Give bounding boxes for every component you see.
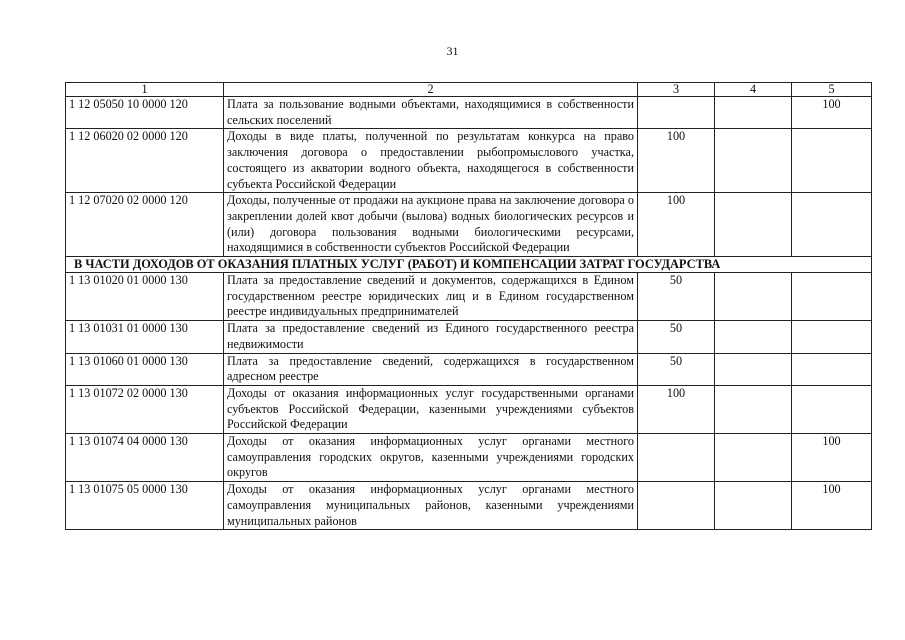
value-col-4 [715,482,792,530]
table-row [66,385,872,433]
column-header-5: 5 [792,83,872,97]
revenue-code: 1 13 01074 04 0000 130 [66,434,224,482]
revenue-code: 1 13 01075 05 0000 130 [66,482,224,530]
section-title: В ЧАСТИ ДОХОДОВ ОТ ОКАЗАНИЯ ПЛАТНЫХ УСЛУГ (РАБОТ) И КОМПЕНСАЦИИ ЗАТРАТ ГОСУДАРСТВА [66,257,872,273]
revenue-code: 1 12 07020 02 0000 120 [66,193,224,257]
revenue-code: 1 13 01031 01 0000 130 [66,321,224,353]
value-col-5 [792,129,872,193]
table-row [66,129,872,193]
value-col-4 [715,353,792,385]
page-number: 31 [446,44,459,58]
value-col-4 [715,273,792,321]
value-col-4 [715,129,792,193]
value-col-3: 100 [638,385,715,433]
revenue-code: 1 13 01072 02 0000 130 [66,385,224,433]
revenue-name: Доходы, полученные от продажи на аукционе права на заключение договора о закреплении долей квот добычи (вылова) водных биологических ресурсов и (или) договора пользования водными биологическими ресурсами, находящимися в собственности субъектов Российской Федерации [224,193,638,257]
revenue-name: Плата за предоставление сведений и документов, содержащихся в Едином государственном реестре юридических лиц и в Едином государственном реестре индивидуальных предпринимателей [224,273,638,321]
value-col-4 [715,193,792,257]
value-col-5: 100 [792,482,872,530]
value-col-4 [715,97,792,129]
table-header-row [66,83,872,97]
table-row [66,193,872,257]
value-col-3 [638,97,715,129]
revenue-name: Плата за пользование водными объектами, находящимися в собственности сельских поселений [224,97,638,129]
revenue-code: 1 13 01060 01 0000 130 [66,353,224,385]
section-heading-row [66,257,872,273]
value-col-3: 50 [638,273,715,321]
column-header-1: 1 [66,83,224,97]
column-header-4: 4 [715,83,792,97]
value-col-5 [792,193,872,257]
value-col-5: 100 [792,434,872,482]
value-col-5 [792,353,872,385]
column-header-2: 2 [224,83,638,97]
value-col-3 [638,482,715,530]
value-col-3 [638,434,715,482]
table-row [66,97,872,129]
table-row [66,434,872,482]
value-col-4 [715,321,792,353]
revenue-name: Плата за предоставление сведений из Единого государственного реестра недвижимости [224,321,638,353]
value-col-5 [792,385,872,433]
revenue-code: 1 12 06020 02 0000 120 [66,129,224,193]
table-row [66,482,872,530]
value-col-5 [792,273,872,321]
value-col-3: 100 [638,193,715,257]
table-row [66,321,872,353]
value-col-5: 100 [792,97,872,129]
value-col-5 [792,321,872,353]
revenue-name: Доходы в виде платы, полученной по результатам конкурса на право заключения договора о предоставлении рыбопромыслового участка, состоящего из акватории водного объекта, находящегося в собственности субъекта Российской Федерации [224,129,638,193]
column-header-3: 3 [638,83,715,97]
value-col-3: 100 [638,129,715,193]
value-col-4 [715,434,792,482]
revenue-name: Плата за предоставление сведений, содержащихся в государственном адресном реестре [224,353,638,385]
value-col-3: 50 [638,353,715,385]
revenue-name: Доходы от оказания информационных услуг государственными органами субъектов Российской Федерации, казенными учреждениями субъектов Российской Федерации [224,385,638,433]
table-row [66,273,872,321]
revenue-name: Доходы от оказания информационных услуг органами местного самоуправления муниципальных районов, казенными учреждениями муниципальных районов [224,482,638,530]
revenue-name: Доходы от оказания информационных услуг органами местного самоуправления городских округов, казенными учреждениями городских округов [224,434,638,482]
revenue-code: 1 13 01020 01 0000 130 [66,273,224,321]
value-col-4 [715,385,792,433]
revenue-table [65,82,872,530]
value-col-3: 50 [638,321,715,353]
table-row [66,353,872,385]
revenue-code: 1 12 05050 10 0000 120 [66,97,224,129]
